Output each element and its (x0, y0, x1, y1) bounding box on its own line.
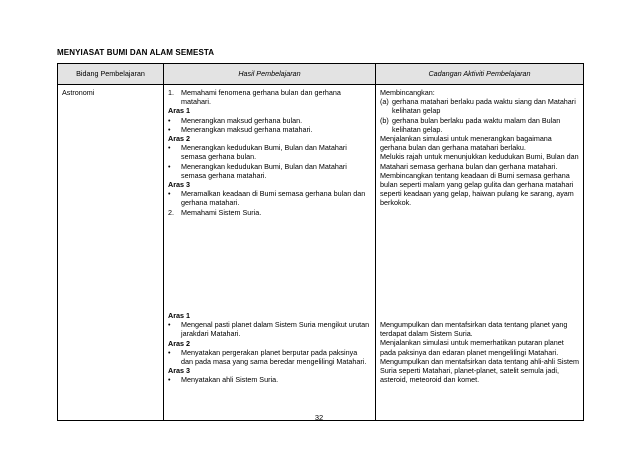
aras-heading: Aras 2 (168, 134, 190, 144)
activity-intro: Membincangkan: (380, 88, 435, 97)
list-item: • Meramalkan keadaan di Bumi semasa gerhana bulan dan gerhana matahari. (168, 189, 366, 208)
aras-heading: Aras 2 (168, 338, 190, 348)
aras-heading: Aras 3 (168, 180, 190, 190)
aras-heading: Aras 3 (168, 366, 190, 376)
activity-text: Mengumpulkan dan mentafsirkan data tentang ahli-ahli Sistem Suria seperti Matahari, planet-planet, satelit semula jadi, asteroid, meteoroid dan komet. (380, 356, 579, 385)
page-title: MENYIASAT BUMI DAN ALAM SEMESTA (57, 48, 215, 57)
activity-text: Menjalankan simulasi untuk memerhatikan putaran planet pada paksinya dan edaran planet mengelilingi Matahari. (380, 338, 564, 357)
cell-bidang (58, 85, 164, 421)
list-item: (b) gerhana bulan berlaku pada waktu malam dan Bulan kelihatan gelap. (380, 115, 561, 134)
list-item: • Menyatakan pergerakan planet berputar pada paksinya dan pada masa yang sama beredar mengelilingi Matahari. (168, 347, 367, 367)
cell-hasil (164, 85, 376, 421)
list-item: • Menerangkan kedudukan Bumi, Bulan dan Matahari semasa gerhana matahari. (168, 161, 347, 180)
list-item: • Menerangkan maksud gerhana matahari. (168, 124, 313, 134)
list-item: • Menyatakan ahli Sistem Suria. (168, 375, 279, 385)
header-bidang: Bidang Pembelajaran (58, 64, 164, 85)
list-item: • Menerangkan maksud gerhana bulan. (168, 115, 303, 125)
activity-text: Menjalankan simulasi untuk menerangkan bagaimana gerhana bulan dan gerhana matahari berlaku. (380, 134, 552, 153)
list-item: • Menerangkan kedudukan Bumi, Bulan dan Matahari semasa gerhana bulan. (168, 143, 347, 162)
bidang-text: Astronomi (62, 88, 95, 97)
table-row (58, 85, 584, 421)
activity-text: Membincangkan tentang keadaan di Bumi semasa gerhana bulan seperti malam yang gelap gulita dan gerhana matahari seperti keadaan yang gelap, haiwan pulang ke sarang, ayam berkokok. (380, 170, 574, 208)
aras-heading: Aras 1 (168, 311, 190, 320)
list-item: (a) gerhana matahari berlaku pada waktu siang dan Matahari kelihatan gelap (380, 97, 576, 116)
list-item: • Mengenal pasti planet dalam Sistem Suria mengikut urutan jarakdari Matahari. (168, 320, 370, 339)
table-header-row (58, 64, 584, 85)
outcome-1: 1. Memahami fenomena gerhana bulan dan gerhana matahari. (168, 88, 341, 107)
header-cadangan: Cadangan Aktiviti Pembelajaran (376, 64, 584, 85)
page-number: 32 (314, 413, 324, 422)
cell-cadangan (376, 85, 584, 421)
curriculum-table (57, 63, 584, 421)
outcome-2: 2. Memahami Sistem Suria. (168, 207, 262, 217)
activity-text: Mengumpulkan dan mentafsirkan data tentang planet yang terdapat dalam Sistem Suria. (380, 320, 568, 339)
aras-heading: Aras 1 (168, 106, 190, 116)
activity-text: Melukis rajah untuk menunjukkan kedudukan Bumi, Bulan dan Matahari semasa gerhana bulan dan gerhana matahari. (380, 152, 579, 171)
header-hasil: Hasil Pembelajaran (164, 64, 376, 85)
